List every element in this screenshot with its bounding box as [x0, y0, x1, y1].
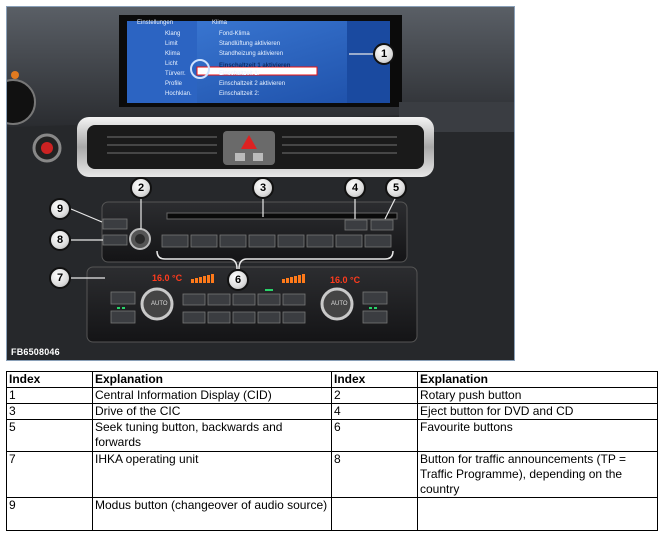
cid-left-header: Einstellungen	[137, 20, 174, 26]
index-cell: 8	[332, 452, 418, 498]
explanation-cell: Eject button for DVD and CD	[418, 404, 658, 420]
explanation-cell: Seek tuning button, backwards and forwards	[93, 420, 332, 452]
cid-right-item: Einschaltzeit 2:	[219, 91, 260, 97]
explanation-cell: Central Information Display (CID)	[93, 388, 332, 404]
cid-left-item: Hochklan.	[165, 91, 192, 97]
cid-left-item: Profile	[165, 81, 183, 87]
callout-2: 2	[130, 177, 152, 199]
header-explanation: Explanation	[93, 372, 332, 388]
header-explanation: Explanation	[418, 372, 658, 388]
cid-left-item: Klima	[165, 51, 181, 57]
cid-right-item: Einschaltzeit 1:	[219, 71, 260, 77]
cid-right-item: Einschaltzeit 2 aktivieren	[219, 81, 286, 87]
callout-4: 4	[344, 177, 366, 199]
explanation-cell	[418, 498, 658, 531]
callout-9: 9	[49, 198, 71, 220]
cid-right-item: Fond-Klima	[219, 31, 250, 37]
explanation-cell: Rotary push button	[418, 388, 658, 404]
cid-right-item: Standlüftung aktivieren	[219, 41, 281, 47]
header-index: Index	[332, 372, 418, 388]
cid-left-item: Limit	[165, 41, 178, 47]
table-row	[7, 498, 658, 531]
callout-6: 6	[227, 269, 249, 291]
temp-right-readout: 16.0 °C	[330, 275, 361, 285]
callout-5: 5	[385, 177, 407, 199]
explanation-table	[6, 371, 658, 531]
table-row	[7, 388, 658, 404]
index-cell: 3	[7, 404, 93, 420]
callout-3: 3	[252, 177, 274, 199]
cid-right-item-selected: Einschaltzeit 1 aktivieren	[219, 63, 291, 69]
index-cell: 4	[332, 404, 418, 420]
index-cell: 5	[7, 420, 93, 452]
figure-code: FB6508046	[11, 347, 60, 357]
cid-left-item: Türverr.	[165, 71, 186, 77]
explanation-cell: Modus button (changeover of audio source)	[93, 498, 332, 531]
index-cell: 7	[7, 452, 93, 498]
cid-left-item: Klang	[165, 31, 181, 37]
explanation-cell: IHKA operating unit	[93, 452, 332, 498]
dashboard-photo	[6, 6, 515, 361]
cid-left-item: Licht	[165, 61, 178, 67]
index-cell	[332, 498, 418, 531]
index-cell: 2	[332, 388, 418, 404]
temp-left-readout: 16.0 °C	[152, 273, 183, 283]
cid-right-header: Klima	[212, 20, 228, 26]
explanation-cell: Drive of the CIC	[93, 404, 332, 420]
index-cell: 1	[7, 388, 93, 404]
index-cell: 9	[7, 498, 93, 531]
cid-right-item: Standheizung aktivieren	[219, 51, 284, 57]
header-index: Index	[7, 372, 93, 388]
callout-7: 7	[49, 267, 71, 289]
callout-1: 1	[373, 43, 395, 65]
table-row	[7, 420, 658, 452]
auto-label-left: AUTO	[151, 301, 168, 307]
table-header-row	[7, 372, 658, 388]
auto-label-right: AUTO	[331, 301, 348, 307]
explanation-cell: Button for traffic announcements (TP = Traffic Programme), depending on the country	[418, 452, 658, 498]
table-row	[7, 404, 658, 420]
table-row	[7, 452, 658, 498]
explanation-cell: Favourite buttons	[418, 420, 658, 452]
index-cell: 6	[332, 420, 418, 452]
callout-8: 8	[49, 229, 71, 251]
